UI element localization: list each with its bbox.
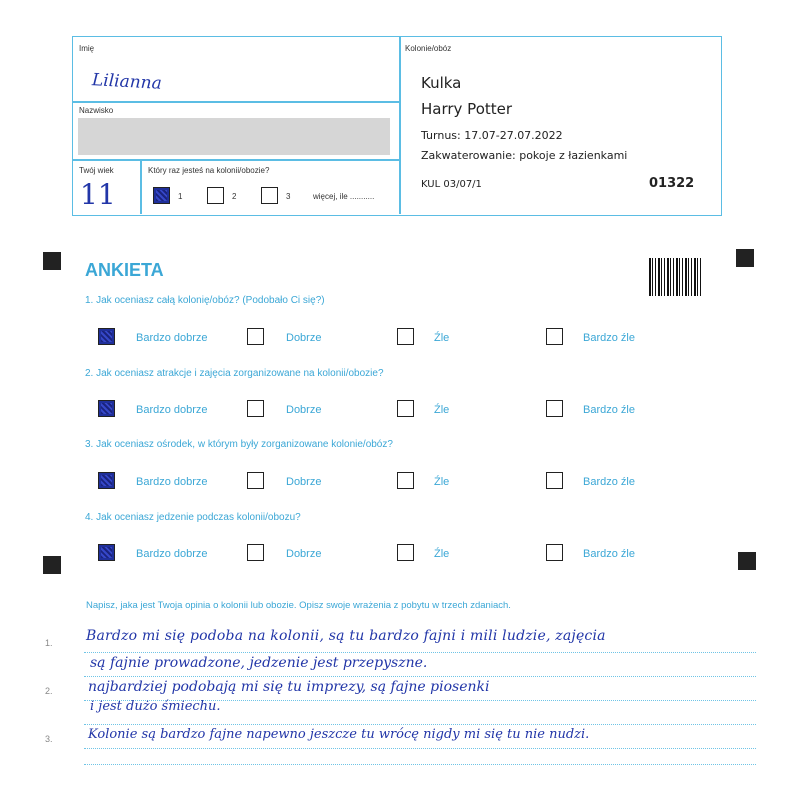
survey-title: ANKIETA bbox=[85, 260, 164, 280]
camp-theme: Harry Potter bbox=[421, 100, 513, 118]
line-number-1: 1. bbox=[45, 638, 53, 648]
accommodation-value: pokoje z łazienkami bbox=[519, 149, 628, 162]
q1-checkbox-very-bad[interactable] bbox=[546, 328, 563, 345]
q2-option-good: Dobrze bbox=[286, 404, 322, 416]
q1-checkbox-bad[interactable] bbox=[397, 328, 414, 345]
name-value: Lilianna bbox=[91, 70, 163, 94]
name-label: Imię bbox=[79, 44, 95, 53]
q2-checkbox-good[interactable] bbox=[247, 400, 264, 417]
q3-option-very-bad: Bardzo źle bbox=[583, 476, 635, 488]
q4-option-very-bad: Bardzo źle bbox=[583, 548, 635, 560]
question-4: 4. Jak oceniasz jedzenie podczas kolonii/obozu? bbox=[85, 512, 301, 523]
q1-option-bad: Źle bbox=[434, 332, 450, 344]
times-checkbox-2[interactable] bbox=[207, 187, 224, 204]
writing-line bbox=[84, 748, 756, 749]
camp-name: Kulka bbox=[421, 74, 462, 92]
answer-line-2: są fajnie prowadzone, jedzenie jest przepyszne. bbox=[90, 655, 428, 671]
registration-marker bbox=[738, 552, 756, 570]
turnus-value: 17.07-27.07.2022 bbox=[464, 129, 563, 142]
q4-option-bad: Źle bbox=[434, 548, 450, 560]
registration-marker bbox=[736, 249, 754, 267]
times-option-1: 1 bbox=[178, 192, 183, 201]
q3-checkbox-bad[interactable] bbox=[397, 472, 414, 489]
q3-option-bad: Źle bbox=[434, 476, 450, 488]
line-number-3: 3. bbox=[45, 734, 53, 744]
q2-checkbox-bad[interactable] bbox=[397, 400, 414, 417]
writing-line bbox=[84, 676, 756, 677]
q3-checkbox-good[interactable] bbox=[247, 472, 264, 489]
q4-checkbox-very-good[interactable] bbox=[98, 544, 115, 561]
question-2: 2. Jak oceniasz atrakcje i zajęcia zorganizowane na kolonii/obozie? bbox=[85, 368, 384, 379]
answer-line-5: Kolonie są bardzo fajne napewno jeszcze tu wrócę nigdy mi się tu nie nudzi. bbox=[88, 727, 590, 742]
q2-checkbox-very-good[interactable] bbox=[98, 400, 115, 417]
q2-checkbox-very-bad[interactable] bbox=[546, 400, 563, 417]
q3-checkbox-very-good[interactable] bbox=[98, 472, 115, 489]
age-label: Twój wiek bbox=[79, 166, 114, 175]
camp-label: Kolonie/obóz bbox=[405, 44, 452, 53]
q3-option-very-good: Bardzo dobrze bbox=[136, 476, 208, 488]
times-option-2: 2 bbox=[232, 192, 237, 201]
camp-code: KUL 03/07/1 bbox=[421, 179, 482, 190]
q1-option-good: Dobrze bbox=[286, 332, 322, 344]
q1-option-very-bad: Bardzo źle bbox=[583, 332, 635, 344]
accommodation-label: Zakwaterowanie: bbox=[421, 149, 516, 162]
registration-marker bbox=[43, 252, 61, 270]
times-label: Który raz jesteś na kolonii/obozie? bbox=[148, 166, 270, 175]
times-checkbox-3[interactable] bbox=[261, 187, 278, 204]
times-checkbox-1[interactable] bbox=[153, 187, 170, 204]
writing-line bbox=[84, 724, 756, 725]
registration-marker bbox=[43, 556, 61, 574]
q3-option-good: Dobrze bbox=[286, 476, 322, 488]
q4-option-very-good: Bardzo dobrze bbox=[136, 548, 208, 560]
form-number: 01322 bbox=[649, 176, 695, 191]
q4-checkbox-good[interactable] bbox=[247, 544, 264, 561]
question-1: 1. Jak oceniasz całą kolonię/obóz? (Podobało Ci się?) bbox=[85, 295, 325, 306]
q3-checkbox-very-bad[interactable] bbox=[546, 472, 563, 489]
q1-checkbox-good[interactable] bbox=[247, 328, 264, 345]
q2-option-very-good: Bardzo dobrze bbox=[136, 404, 208, 416]
q1-checkbox-very-good[interactable] bbox=[98, 328, 115, 345]
turnus-label: Turnus: bbox=[421, 129, 461, 142]
question-3: 3. Jak oceniasz ośrodek, w którym były zorganizowane kolonie/obóz? bbox=[85, 439, 393, 450]
age-value: 11 bbox=[80, 178, 116, 211]
q4-checkbox-very-bad[interactable] bbox=[546, 544, 563, 561]
accommodation-row bbox=[421, 149, 627, 162]
q2-option-very-bad: Bardzo źle bbox=[583, 404, 635, 416]
q4-option-good: Dobrze bbox=[286, 548, 322, 560]
answer-line-3: najbardziej podobają mi się tu imprezy, są fajne piosenki bbox=[88, 679, 490, 695]
surname-redacted bbox=[78, 118, 390, 155]
writing-line bbox=[84, 652, 756, 653]
times-option-3: 3 bbox=[286, 192, 291, 201]
q1-option-very-good: Bardzo dobrze bbox=[136, 332, 208, 344]
turnus-row bbox=[421, 129, 563, 142]
surname-label: Nazwisko bbox=[79, 106, 114, 115]
q2-option-bad: Źle bbox=[434, 404, 450, 416]
q4-checkbox-bad[interactable] bbox=[397, 544, 414, 561]
line-number-2: 2. bbox=[45, 686, 53, 696]
opinion-prompt: Napisz, jaka jest Twoja opinia o kolonii lub obozie. Opisz swoje wrażenia z pobytu w trzech zdaniach. bbox=[86, 600, 511, 611]
barcode bbox=[649, 258, 703, 296]
writing-line bbox=[84, 764, 756, 765]
times-option-more: więcej, ile ........... bbox=[313, 192, 375, 201]
answer-line-4: i jest dużo śmiechu. bbox=[90, 699, 221, 714]
answer-line-1: Bardzo mi się podoba na kolonii, są tu bardzo fajni i mili ludzie, zajęcia bbox=[86, 628, 606, 644]
